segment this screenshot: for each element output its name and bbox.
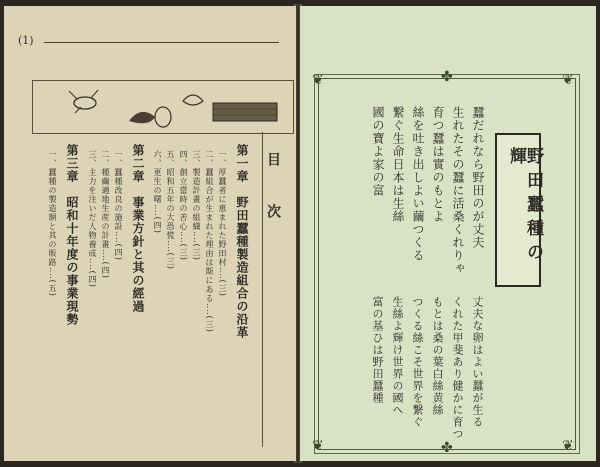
toc-entry: 一、厚蠶者に恵まれた野田村‥‥(三) — [218, 150, 227, 297]
poem-title: 野田蠶種の輝 — [506, 147, 543, 267]
poem-line: 蠶だれなら野田のが丈夫 — [471, 106, 485, 249]
chapter-2-number: 第二章 — [131, 144, 145, 183]
toc-entry: 三、製造計畫の組織‥‥(三) — [192, 150, 201, 261]
poem-line: 國の寶よ家の富 — [371, 106, 385, 197]
illustration-silkworm-scene — [32, 80, 294, 134]
poem-line: 富の基ひは野田蠶種 — [371, 296, 384, 404]
bottom-ornament-icon: ✤ — [441, 440, 453, 456]
top-ornament-icon: ✤ — [441, 69, 453, 85]
corner-ornament-icon: ❦ — [562, 438, 574, 454]
toc-entry: 一、蠶種の製造額と其の販路‥‥(五) — [48, 150, 57, 297]
poem-line: つくる絲こそ世界を繋ぐ — [411, 296, 424, 428]
corner-ornament-icon: ❦ — [312, 72, 324, 88]
page-number: (1) — [18, 34, 34, 47]
corner-ornament-icon: ❦ — [562, 72, 574, 88]
chapter-3-heading — [66, 144, 78, 326]
toc-entry: 二、蠶組合が生まれた理由は斯にある‥‥(三) — [205, 150, 214, 333]
toc-entry: 一、蠶種改良の施設‥‥(四) — [114, 150, 123, 261]
chapter-1-number: 第一章 — [235, 144, 249, 183]
toc-entry: 六、更生の曙‥‥(四) — [153, 150, 162, 234]
corner-ornament-icon: ❦ — [312, 438, 324, 454]
poem-line: 育つ蠶は實のもとよ — [431, 106, 445, 223]
toc-entry: 二、種繭適地生産の計畫‥‥(四) — [101, 150, 110, 279]
silkworm-moth-illustration — [33, 81, 293, 133]
toc-entry: 三、主力を注いだ人物養成‥‥(四) — [88, 150, 97, 288]
poem-page — [300, 6, 596, 461]
poem-line: 丈夫な卵はよい蠶が生る — [471, 296, 484, 428]
poem-line: 絲を吐き出しよい繭つくる — [411, 106, 425, 262]
toc-title: 目 次 — [265, 152, 281, 230]
header-rule — [44, 42, 279, 43]
poem-line: もとは桑の葉白絲黄絲 — [431, 296, 444, 416]
chapter-2-heading — [132, 144, 144, 313]
toc-rule — [262, 132, 263, 447]
poem-line: 生絲よ輝け世界の國へ — [391, 296, 404, 416]
toc-entry: 五、昭和五年の大恐慌‥‥(三) — [166, 150, 175, 270]
chapter-2-title: 事業方針と其の經過 — [131, 196, 145, 313]
chapter-1-title: 野田蠶種製造組合の沿革 — [235, 196, 249, 339]
poem-title-box — [495, 133, 541, 287]
poem-line: 繋ぐ生命日本は生絲 — [391, 106, 405, 223]
chapter-1-heading — [236, 144, 248, 339]
toc-entry: 四、創立當時の苦心‥‥(三) — [179, 150, 188, 261]
chapter-3-number: 第三章 — [65, 144, 79, 183]
chapter-3-title: 昭和十年度の事業現勢 — [65, 196, 79, 326]
poem-line: 生れたその蠶に活桑くれりゃ — [451, 106, 465, 275]
toc-page — [4, 6, 296, 461]
poem-line: くれた甲斐あり健かに育つ — [451, 296, 464, 440]
